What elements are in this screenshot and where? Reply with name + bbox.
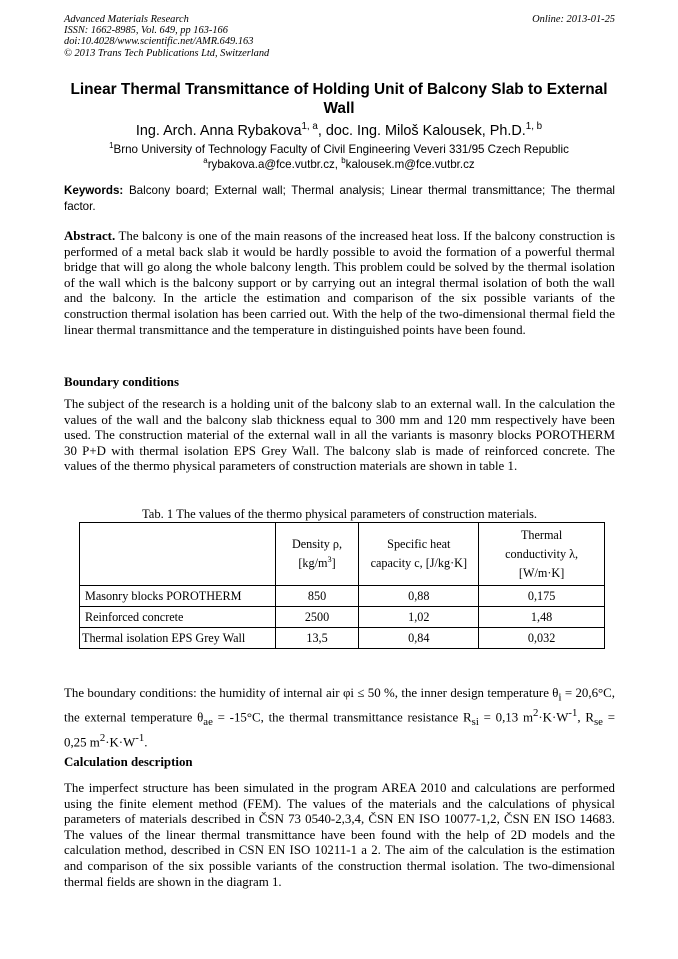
table-row: [80, 607, 605, 628]
email-b-sup: b: [341, 156, 346, 166]
material-table: [79, 522, 605, 649]
table-row: [80, 628, 605, 649]
author-2: doc. Ing. Miloš Kalousek, Ph.D.: [325, 123, 526, 139]
bc-part: The boundary conditions: the humidity of internal air φi ≤ 50 %, the inner design temperature θ: [64, 686, 559, 700]
abstract-text: The balcony is one of the main reasons of the increased heat loss. If the balcony construction is performed of a metal back slab it would be hardly possible to avoid the formation of a powerful thermal bridge that will go along the whole balcony length. This problem could be solved by the thermal isolation of the wall which is the balcony support or by carrying out an integral thermal isolation of both the wall and the balcony. In the article the estimation and comparison of the six possible variants of the construction thermal isolation has been carried out. With the help of the two-dimensional thermal field the linear thermal transmittance and the temperature in distinguished points have been found.: [64, 229, 615, 337]
density-unit-sup: 3: [327, 554, 332, 564]
boundary-heading: Boundary conditions: [64, 375, 179, 389]
table-header-density: [275, 523, 359, 586]
email-b: kalousek.m@fce.vutbr.cz: [345, 158, 475, 171]
copyright-line: © 2013 Trans Tech Publications Ltd, Switzerland: [64, 47, 270, 59]
bc-sub: si: [471, 716, 479, 729]
author-1: Ing. Arch. Anna Rybakova: [135, 123, 302, 139]
authors-line: [64, 122, 614, 140]
author-2-sup: 1, b: [525, 121, 543, 133]
density-unit-a: [kg/m: [298, 556, 328, 570]
abstract: [64, 229, 615, 338]
density-unit-b: ]: [331, 556, 336, 570]
author-1-sup: 1, a: [301, 121, 318, 133]
bc-sub: i: [558, 691, 562, 704]
bc-sup: 2: [532, 707, 539, 720]
issn-line: ISSN: 1662-8985, Vol. 649, pp 163-166: [64, 25, 228, 37]
table-row: [80, 586, 605, 607]
doi-line: doi:10.4028/www.scientific.net/AMR.649.163: [64, 36, 254, 48]
density-unit: [279, 554, 356, 573]
affiliation: [64, 142, 614, 172]
table-header-row: [80, 523, 605, 586]
bc-part: ·K·W: [538, 710, 569, 725]
table-cell: Masonry blocks POROTHERM: [80, 586, 276, 607]
density-label: Density ρ,: [291, 537, 343, 551]
bc-part: ·K·W: [105, 734, 136, 749]
bc-part: = 20,6°C, the external temperature θ: [64, 686, 616, 725]
bc-part: .: [144, 734, 148, 749]
journal-header: [64, 14, 269, 59]
table-header-heat: [359, 523, 479, 586]
affiliation-text: Brno University of Technology Faculty of Civil Engineering Veveri 331/95 Czech Republic: [113, 143, 569, 156]
heat-unit: capacity c, [J/kg·K]: [370, 556, 468, 570]
bc-part: , R: [577, 710, 594, 725]
bc-sub: se: [593, 716, 603, 729]
boundary-text: The subject of the research is a holding unit of the balcony slab to an external wall. In the calculation the values of the wall and the balcony slab thickness equal to 300 mm and 120 mm respectively have been used. The construction material of the external wall in all the variants is masonry blocks POROTHERM 30 P+D with thermal isolation EPS Grey Wall. The balcony slab is made of reinforced concrete. The values of the thermo physical parameters of construction materials are shown in table 1.: [64, 397, 615, 474]
table-cell: Reinforced concrete: [80, 607, 276, 628]
conductivity-label-2: conductivity λ,: [505, 546, 579, 561]
bc-part: = -15°C, the thermal transmittance resistance R: [212, 710, 472, 725]
online-date: Online: 2013-01-25: [532, 14, 615, 25]
bc-sup: -1: [568, 707, 578, 720]
abstract-label: Abstract.: [64, 229, 116, 243]
table-cell: 1,02: [359, 607, 479, 628]
table-cell: 0,84: [359, 628, 479, 649]
table-caption: Tab. 1 The values of the thermo physical parameters of construction materials.: [141, 507, 538, 521]
bc-sup: 2: [99, 731, 106, 744]
table-cell: 1,48: [479, 607, 605, 628]
emails-line: [64, 157, 614, 172]
conductivity-label-1: Thermal: [520, 527, 563, 542]
table-cell: 0,88: [359, 586, 479, 607]
table-cell: 13,5: [275, 628, 359, 649]
table-header-conductivity: [479, 523, 605, 586]
table-cell: 0,032: [479, 628, 605, 649]
affiliation-sup: 1: [109, 141, 114, 151]
calculation-text: The imperfect structure has been simulated in the program AREA 2010 and calculations are performed using the finite element method (FEM). The values of the materials and the calculations of physical parameters of materials described in ČSN 73 0540-2,3,4, ČSN EN ISO 10077-1,2, ČSN EN ISO 14683. The values of the linear thermal transmittance have been found with the help of 2D models and the calculation method, described in CSN EN ISO 10211-1 a 2. The aim of the calculation is the estimation and comparison of the six possible variants of the construction thermal isolation. The two-dimensional thermal fields are shown in the diagram 1.: [64, 781, 615, 889]
bc-part: = 0,13 m: [478, 710, 533, 725]
table-cell: 0,175: [479, 586, 605, 607]
keywords: [64, 183, 615, 214]
heat-label: Specific heat: [387, 537, 451, 551]
paper-title: Linear Thermal Transmittance of Holding Unit of Balcony Slab to External Wall: [70, 81, 608, 117]
affiliation-line: [64, 142, 614, 157]
table-header-empty: [80, 523, 276, 586]
calculation-heading: Calculation description: [64, 755, 193, 769]
journal-name: Advanced Materials Research: [64, 14, 189, 25]
boundary-conditions-text: [64, 686, 615, 751]
email-a: rybakova.a@fce.vutbr.cz,: [207, 158, 342, 171]
bc-sup: -1: [135, 731, 145, 744]
author-separator: ,: [317, 123, 326, 139]
keywords-label: Keywords:: [64, 184, 124, 197]
email-a-sup: a: [203, 156, 208, 166]
bc-sub: ae: [203, 716, 213, 729]
table-cell: 2500: [275, 607, 359, 628]
table-cell: 850: [275, 586, 359, 607]
conductivity-unit: [W/m·K]: [518, 565, 565, 580]
keywords-text: Balcony board; External wall; Thermal analysis; Linear thermal transmittance; The thermal factor.: [64, 184, 615, 213]
bc-part: = 0,25 m: [64, 710, 615, 749]
table-cell: Thermal isolation EPS Grey Wall: [80, 628, 276, 649]
